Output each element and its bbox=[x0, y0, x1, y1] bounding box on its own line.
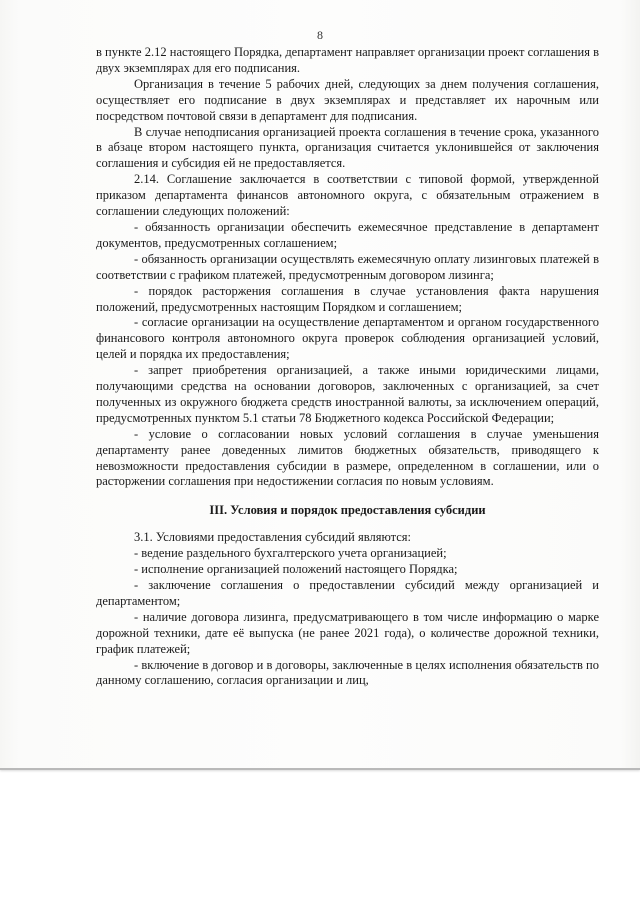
document-body bbox=[96, 45, 599, 689]
paragraph: 3.1. Условиями предоставления субсидий являются: bbox=[134, 530, 412, 545]
list-item: - обязанность организации осуществлять ежемесячную оплату лизинговых платежей в соответствии с графиком платежей, предусмотренным договором лизинга; bbox=[96, 251, 599, 282]
list-item: - порядок расторжения соглашения в случае установления факта нарушения положений, предусмотренных настоящим Порядком и соглашением; bbox=[96, 283, 599, 314]
list-item: - согласие организации на осуществление департаментом и органом государственного финансового контроля автономного округа проверок соблюдения организацией условий, целей и порядка их предоставления; bbox=[96, 315, 599, 362]
list-item: - включение в договор и в договоры, заключенные в целях исполнения обязательств по данному соглашению, согласия организации и лиц, bbox=[96, 657, 599, 688]
list-item: - исполнение организацией положений настоящего Порядка; bbox=[134, 562, 458, 577]
paragraph: В случае неподписания организацией проекта соглашения в течение срока, указанного в абзаце втором настоящего пункта, организация считается уклонившейся от заключения соглашения и субсидия ей не предоставляется. bbox=[96, 124, 599, 171]
paragraph: 2.14. Соглашение заключается в соответствии с типовой формой, утвержденной приказом департамента финансов автономного округа, с обязательным отражением в соглашении следующих положений: bbox=[96, 172, 599, 219]
paragraph: Организация в течение 5 рабочих дней, следующих за днем получения соглашения, осуществляет его подписание в двух экземплярах и представляет их нарочным или посредством почтовой связи в департамент для подписания. bbox=[96, 76, 599, 123]
page-number: 8 bbox=[317, 28, 323, 42]
list-item: - запрет приобретения организацией, а также иными юридическими лицами, получающими средства на основании договоров, заключенных с организацией, за счет полученных из окружного бюджета средств иностранной валюты, за исключением операций, предусмотренных пунктом 5.1 статьи 78 Бюджетного кодекса Российской Федерации; bbox=[96, 363, 599, 425]
list-item: - ведение раздельного бухгалтерского учета организацией; bbox=[134, 546, 447, 561]
section-heading: III. Условия и порядок предоставления субсидии bbox=[209, 503, 486, 518]
list-item: - заключение соглашения о предоставлении субсидий между организацией и департаментом; bbox=[96, 578, 599, 608]
list-item: - обязанность организации обеспечить ежемесячное представление в департамент документов, предусмотренных соглашением; bbox=[96, 219, 599, 250]
paragraph: в пункте 2.12 настоящего Порядка, департамент направляет организации проект соглашения в двух экземплярах для его подписания. bbox=[96, 45, 599, 75]
list-item: - наличие договора лизинга, предусматривающего в том числе информацию о марке дорожной техники, дате её выпуска (не ранее 2021 года), о количестве дорожной техники, график платежей; bbox=[96, 609, 599, 656]
list-item: - условие о согласовании новых условий соглашения в случае уменьшения департаменту ранее доведенных лимитов бюджетных обязательств, приводящего к невозможности предоставления субсидии в размере, определенном в соглашении, или о расторжении соглашения при недостижении согласия по новым условиям. bbox=[96, 426, 599, 489]
